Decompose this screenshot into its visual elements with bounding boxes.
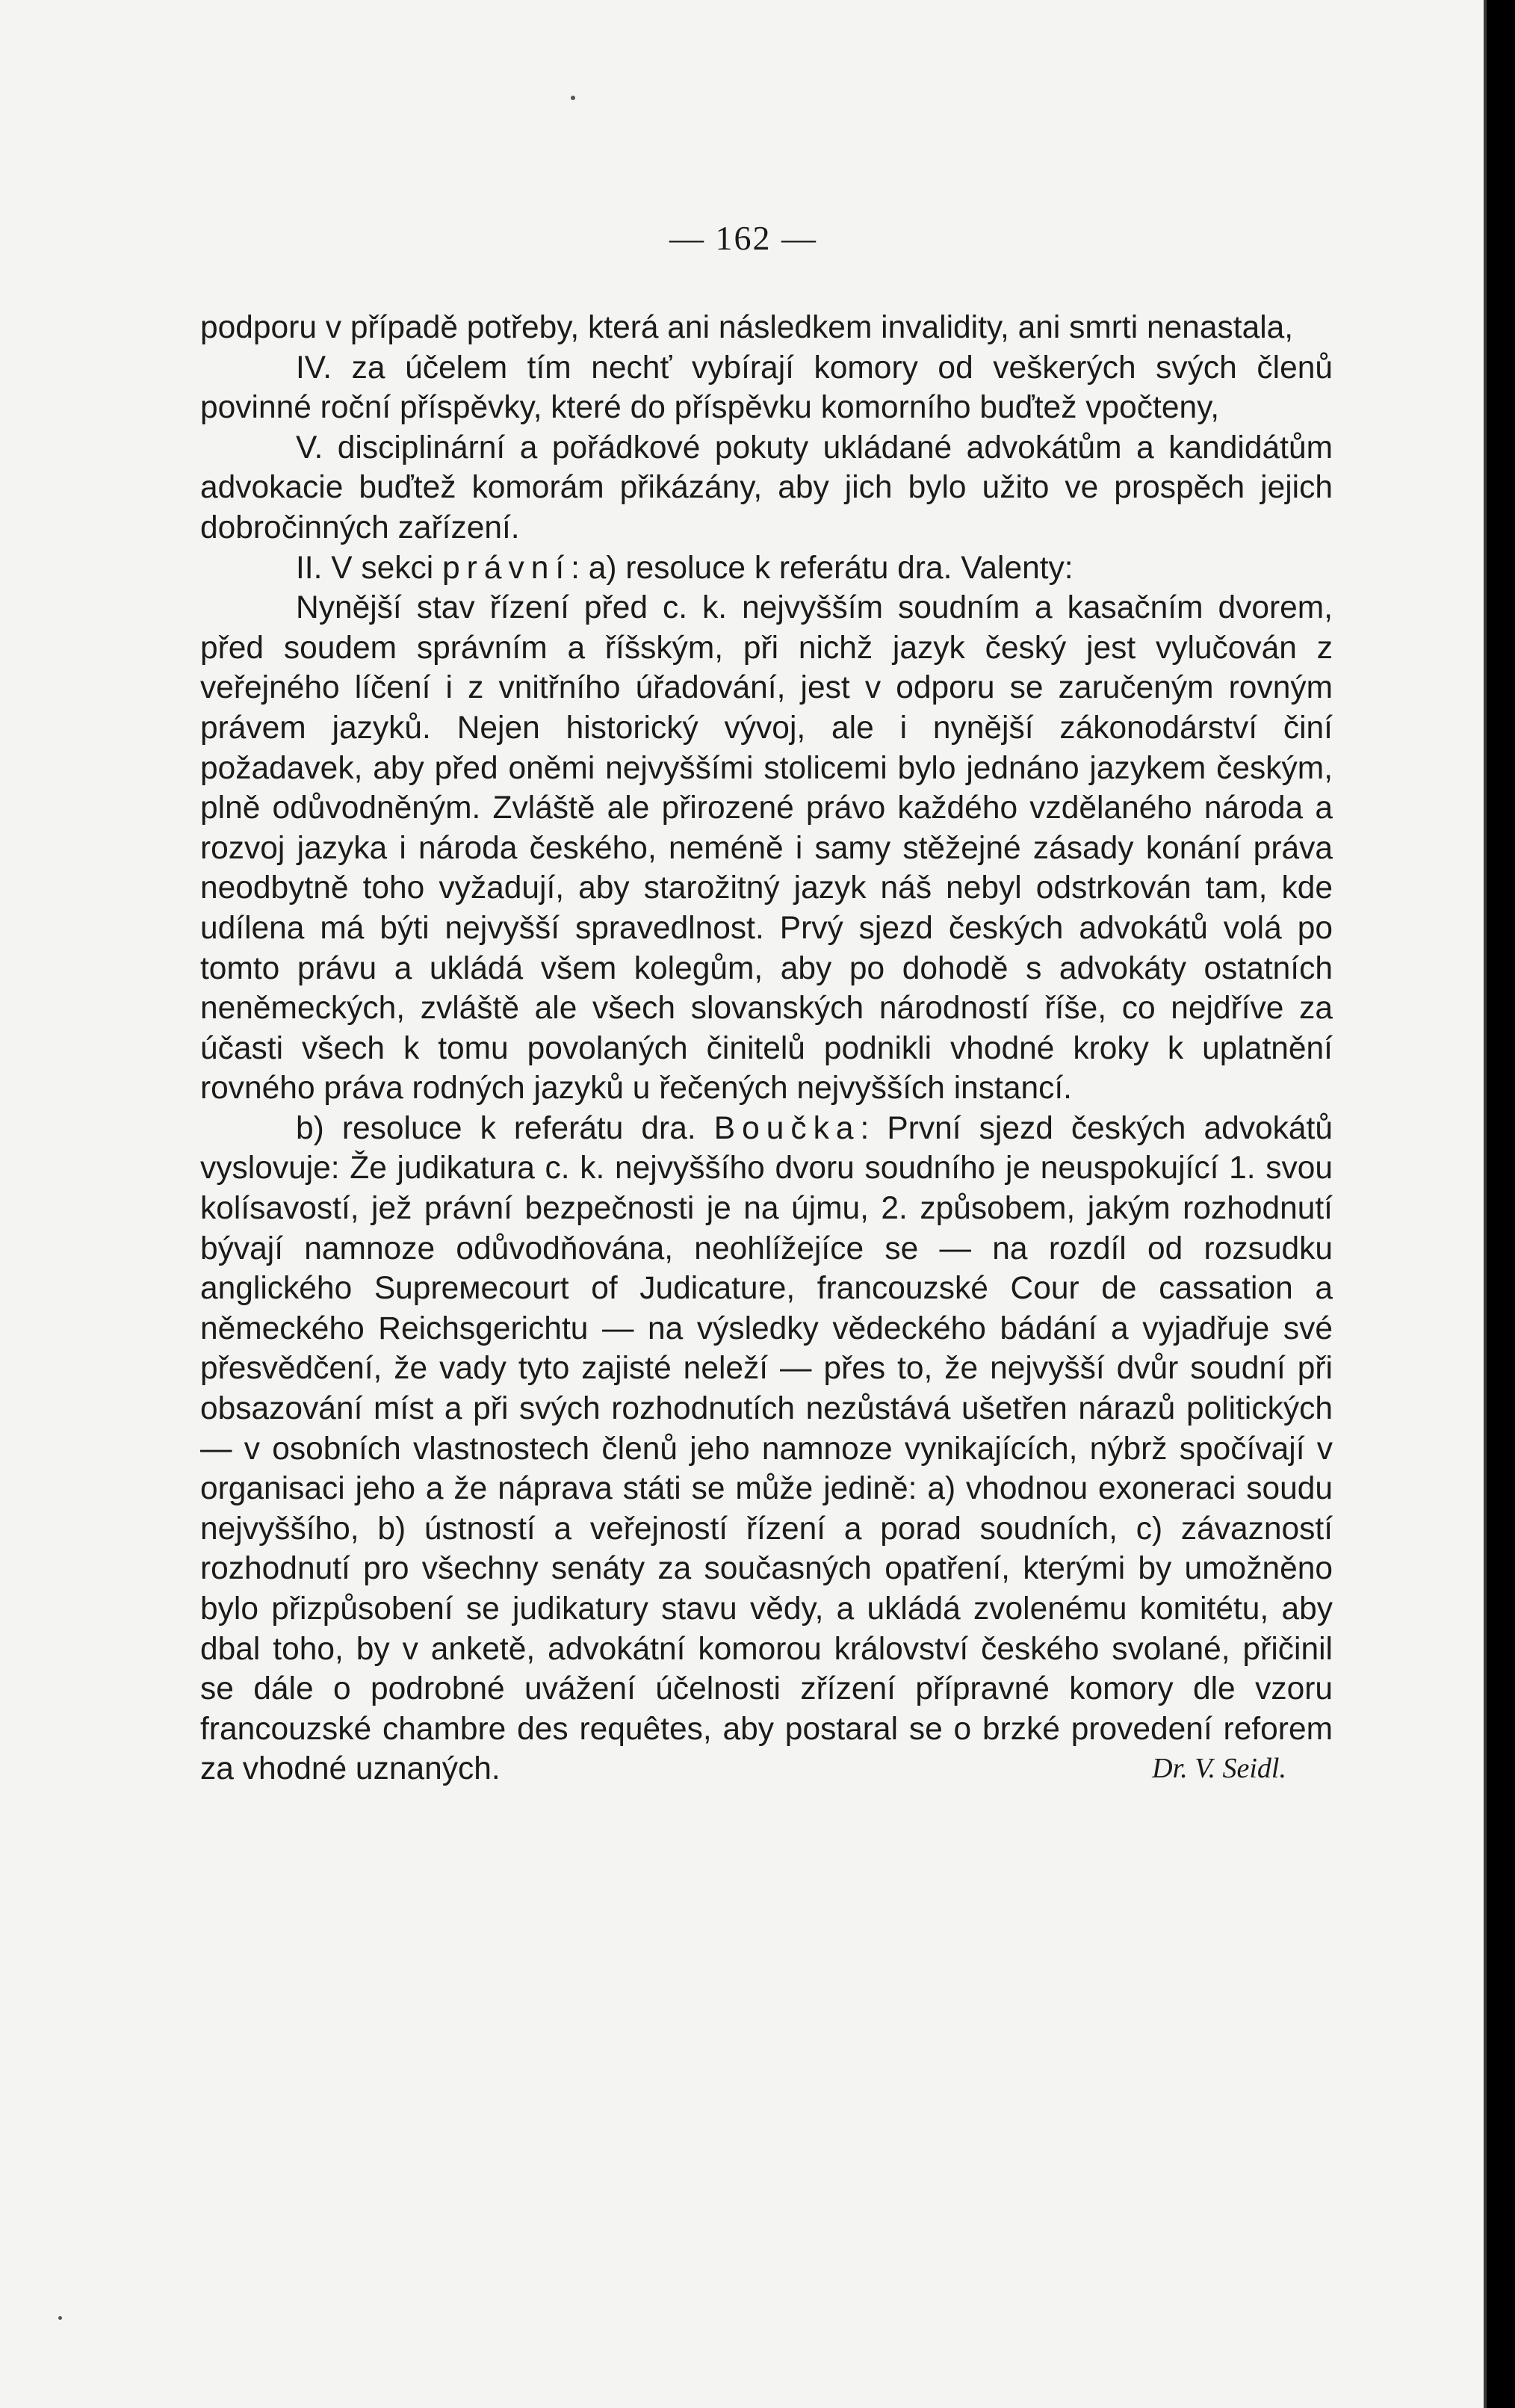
- signature: Dr. V. Seidl.: [1152, 1753, 1286, 1785]
- paragraph-4-prefix: II. V sekci: [296, 550, 443, 586]
- dust-speck: [58, 2316, 62, 2320]
- paragraph-6: [200, 1109, 1333, 1789]
- paragraph-1: podporu v případě potřeby, která ani následkem invalidity, ani smrti nenastala,: [200, 310, 1294, 345]
- dust-speck: [571, 96, 575, 100]
- referent-name-emphasis: Boučka: [713, 1110, 861, 1146]
- paragraph-3: V. disciplinární a pořádkové pokuty ukládané advokátům a kandidátům advokacie buďtež komorám přikázány, aby jich bylo užito ve prospěch jejich dobročinných zařízení.: [200, 430, 1333, 545]
- page-body: [200, 308, 1333, 1789]
- paragraph-4-suffix: : a) resoluce k referátu dra. Valenty:: [571, 550, 1073, 586]
- paragraph-6-suffix: : První sjezd českých advokátů vyslovuje: Že judikatura c. k. nejvyššího dvoru soudního je neuspokující 1. svou kolísavostí, jež právní bezpečnosti je na újmu, 2. způsobem, jakým rozhodnutí bývají namnoze odůvodňována, neohlížejíce se — na rozdíl od rozsudku anglického Suprемecourt of Judicature, francouzské Cour de cassation a německého Reichsgerichtu — na výsledky vědeckého bádání a vyjadřuje své přesvědčení, že vady tyto zajisté neleží — přes to, že nejvyšší dvůr soudní při obsazování míst a při svých rozhodnutích nezůstává ušetřen nárazů politických — v osobních vlastnostech členů jeho namnoze vynikajících, nýbrž spočívají v organisaci jeho a že náprava státi se může jedině: a) vhodnou exoneraci soudu nejvyššího, b) ústností a veřejností řízení a porad soudních, c) závazností rozhodnutí pro všechny senáty za současných opatření, kterými by umožněno bylo přizpůsobení se judikatury stavu vědy, a ukládá zvolenému komitétu, aby dbal toho, by v anketě, advokátní komorou království českého svolané, přičinil se dále o podrobné uvážení účelnosti zřízení přípravné komory dle vzoru francouzské chambre des requêtes, aby postaral se o brzké provedení reforem za vhodné uznaných.: [200, 1110, 1333, 1787]
- page-number: — 162 —: [669, 219, 817, 257]
- scanner-edge: [1487, 0, 1515, 2408]
- section-name-emphasis: právní: [442, 550, 571, 586]
- paragraph-6-prefix: b) resoluce k referátu dra.: [296, 1110, 714, 1146]
- paragraph-5: Nynější stav řízení před c. k. nejvyšším soudním a kasačním dvorem, před soudem správním a říšským, při nichž jazyk český jest vylučován z veřejného líčení i z vnitřního úřadování, jest v odporu se zaručeným rovným právem jazyků. Nejen historický vývoj, ale i nynější zákonodárství činí požadavek, aby před oněmi nejvyššími stolicemi bylo jednáno jazykem českým, plně odůvodněným. Zvláště ale přirozené právo každého vzdělaného národa a rozvoj jazyka i národa českého, neméně i samy stěžejné zásady konání práva neodbytně toho vyžadují, aby starožitný jazyk náš nebyl odstrkován tam, kde udílena má býti nejvyšší spravedlnost. Prvý sjezd českých advokátů volá po tomto právu a ukládá všem kolegům, aby po dohodě s advokáty ostatních neněmeckých, zvláště ale všech slovanských národností říše, co nejdříve za účasti všech k tomu povolaných činitelů podnikli vhodné kroky k uplatnění rovného práva rodných jazyků u řečených nejvyšších instancí.: [200, 590, 1333, 1106]
- paragraph-2: IV. za účelem tím nechť vybírají komory od veškerých svých členů povinné roční příspěvky, které do příspěvku komorního buďtež vpočteny,: [200, 350, 1333, 426]
- paragraph-4: [200, 548, 1333, 589]
